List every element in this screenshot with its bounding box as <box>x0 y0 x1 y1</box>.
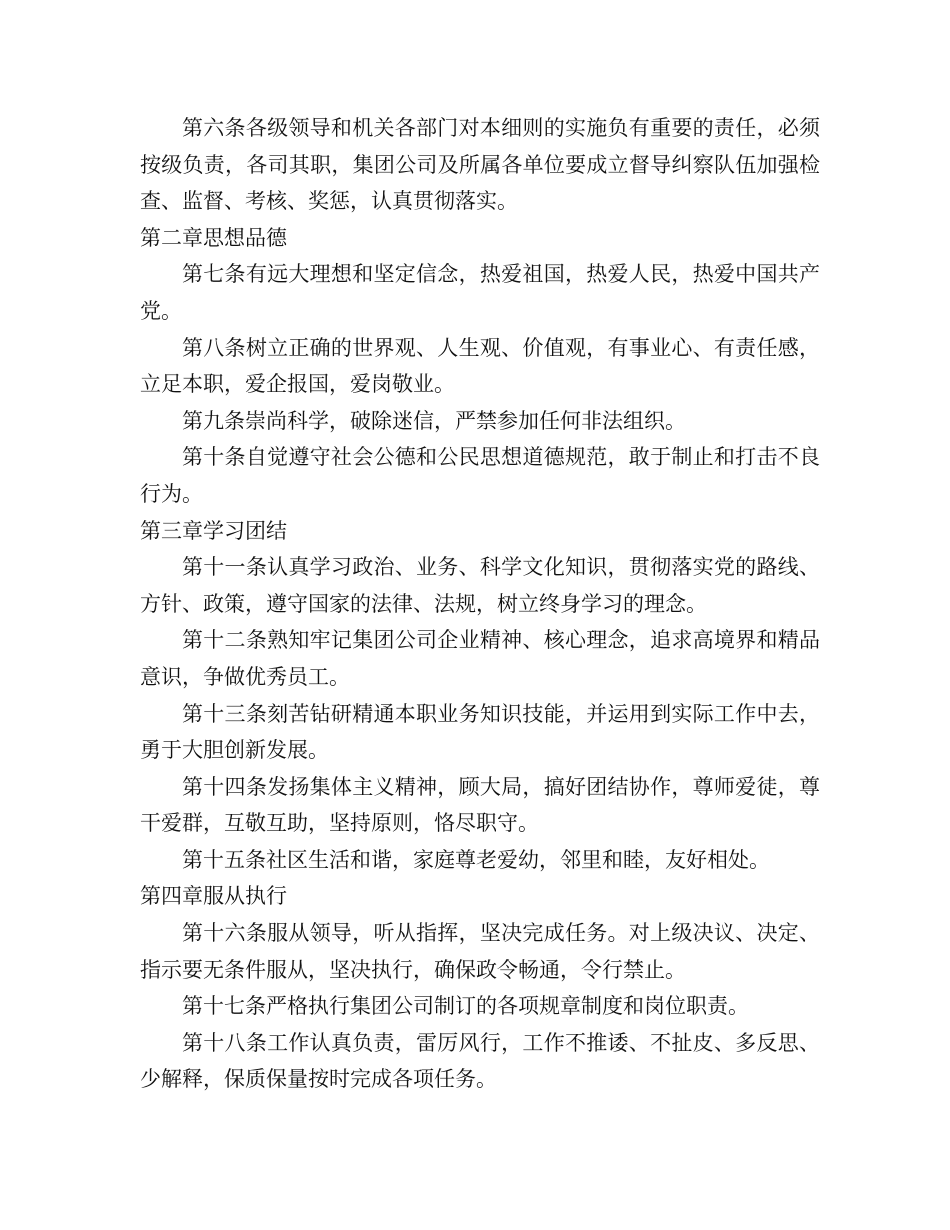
chapter-4-heading: 第四章服从执行 <box>140 884 287 909</box>
article-6: 第六条各级领导和机关各部门对本细则的实施负有重要的责任，必须按级负责，各司其职，集团公司及所属各单位要成立督导纠察队伍加强检查、监督、考核、奖惩，认真贯彻落实。 <box>140 116 820 214</box>
article-13: 第十三条刻苦钻研精通本职业务知识技能，并运用到实际工作中去，勇于大胆创新发展。 <box>140 701 820 763</box>
document-body <box>140 110 820 1098</box>
article-7: 第七条有远大理想和坚定信念，热爱祖国，热爱人民，热爱中国共产党。 <box>140 262 820 323</box>
article-11: 第十一条认真学习政治、业务、科学文化知识，贯彻落实党的路线、方针、政策，遵守国家的法律、法规，树立终身学习的理念。 <box>140 555 820 616</box>
article-10: 第十条自觉遵守社会公德和公民思想道德规范，敢于制止和打击不良行为。 <box>140 445 820 506</box>
article-8: 第八条树立正确的世界观、人生观、价值观，有事业心、有责任感，立足本职，爱企报国，爱岗敬业。 <box>140 335 820 397</box>
article-17: 第十七条严格执行集团公司制订的各项规章制度和岗位职责。 <box>182 994 749 1019</box>
article-9: 第九条崇尚科学，破除迷信，严禁参加任何非法组织。 <box>182 408 686 433</box>
article-12: 第十二条熟知牢记集团公司企业精神、核心理念，追求高境界和精品意识，争做优秀员工。 <box>140 628 820 689</box>
article-15: 第十五条社区生活和谐，家庭尊老爱幼，邻里和睦，友好相处。 <box>182 847 770 872</box>
article-18: 第十八条工作认真负责，雷厉风行，工作不推诿、不扯皮、多反思、少解释，保质保量按时完成各项任务。 <box>140 1030 820 1092</box>
article-16: 第十六条服从领导，听从指挥，坚决完成任务。对上级决议、决定、指示要无条件服从，坚决执行，确保政令畅通，令行禁止。 <box>140 921 820 982</box>
chapter-3-heading: 第三章学习团结 <box>140 518 287 543</box>
chapter-2-heading: 第二章思想品德 <box>140 225 287 250</box>
article-14: 第十四条发扬集体主义精神，顾大局，搞好团结协作，尊师爱徒，尊干爱群，互敬互助，坚持原则，恪尽职守。 <box>140 774 820 836</box>
